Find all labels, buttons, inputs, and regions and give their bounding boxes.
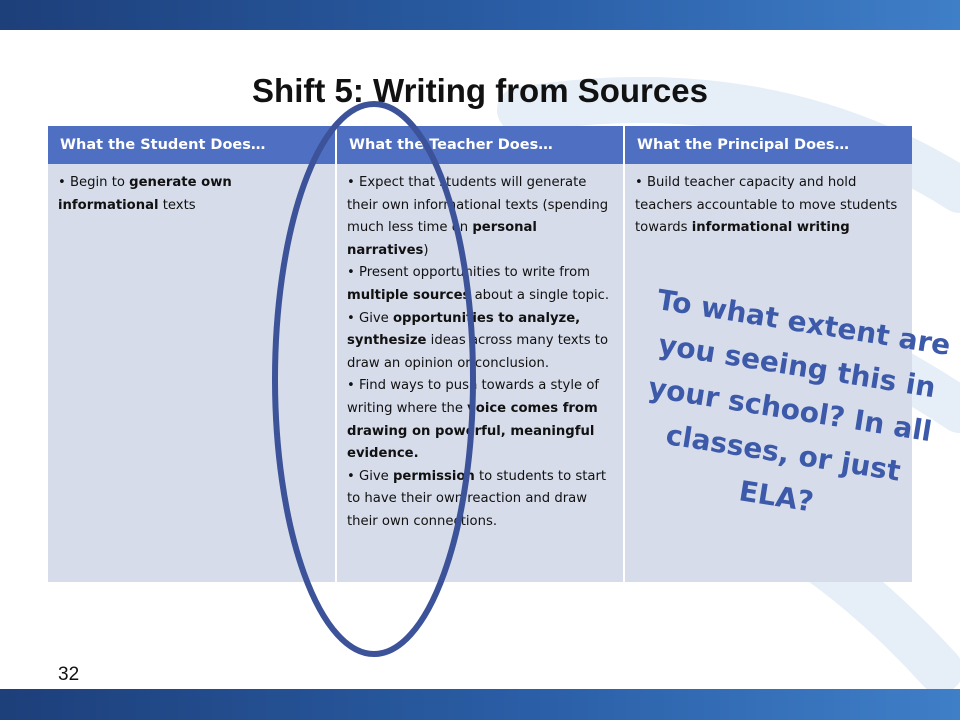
body-text: Present opportunities to write from — [358, 265, 590, 281]
body-text: about a single topic. — [470, 287, 610, 303]
bold-text: multiple sources — [347, 287, 471, 303]
bold-text: opportunities to analyze, synthesize — [347, 310, 581, 349]
body-text: texts — [158, 197, 196, 213]
body-text: Find ways to push towards a style of writing where the — [347, 378, 600, 416]
principal-bullet-item — [635, 172, 904, 240]
slide-title: Shift 5: Writing from Sources — [252, 72, 708, 109]
teacher-bullet-item — [347, 172, 615, 262]
slide-number: 32 — [58, 664, 80, 685]
body-text: Give — [358, 468, 393, 484]
teacher-bullet-item — [347, 466, 615, 534]
top-band — [0, 0, 960, 30]
student-cell — [48, 164, 336, 582]
body-text: ideas across many texts to draw an opinion or conclusion. — [347, 333, 609, 371]
header-principal: What the Principal Does… — [624, 126, 912, 164]
body-text: ) — [423, 242, 429, 258]
teacher-bullet-item — [347, 308, 615, 376]
bold-text: generate own informational — [58, 175, 232, 213]
header-student: What the Student Does… — [48, 126, 336, 164]
body-text: to students to start to have their own reaction and draw their own connections. — [347, 468, 607, 529]
bold-text: permission — [392, 468, 475, 484]
teacher-bullet-item — [347, 375, 615, 465]
body-text: Give — [358, 310, 393, 326]
bottom-band — [0, 689, 960, 720]
header-row — [48, 126, 912, 164]
callout-question: To what extent are you seeing this in your school? In all classes, or just ELA? — [646, 283, 953, 519]
bold-text: informational writing — [691, 220, 850, 236]
body-text: Build teacher capacity and hold teachers accountable to move students towards — [635, 175, 898, 236]
bold-text: personal narratives — [347, 220, 537, 258]
student-bullet-item — [58, 172, 327, 217]
body-text: Expect that students will generate their own informational texts (spending much less time on — [347, 175, 609, 236]
teacher-cell — [336, 164, 624, 582]
teacher-bullet-item — [347, 262, 615, 307]
body-text: Begin to — [69, 175, 130, 190]
header-teacher: What the Teacher Does… — [336, 126, 624, 164]
bold-text: voice comes from drawing on powerful, meaningful evidence. — [347, 400, 598, 462]
